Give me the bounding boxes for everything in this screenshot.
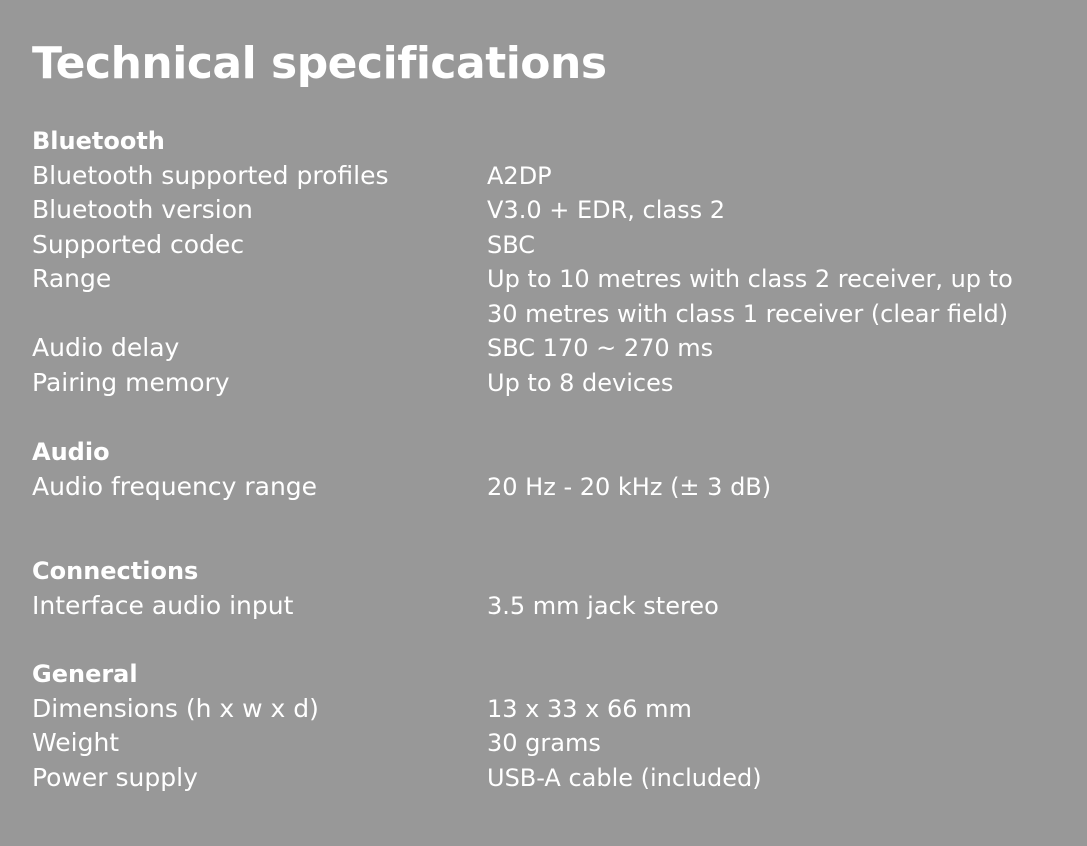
spec-row-power-supply [32,761,1082,796]
spec-value: 20 Hz - 20 kHz (± 3 dB) [487,472,772,501]
spec-row-range [32,262,1082,331]
spec-value: 30 grams [487,729,601,757]
spec-label: Bluetooth version [32,195,253,224]
spec-value: 3.5 mm jack stereo [487,591,719,620]
spec-value: A2DP [487,161,552,190]
spec-label: Pairing memory [32,367,230,397]
section-heading-bluetooth: Bluetooth [32,127,165,155]
spec-label: Audio frequency range [32,471,318,501]
section-bluetooth [32,124,1082,400]
spec-label: Interface audio input [32,590,294,620]
spec-row-bluetooth-version [32,193,1082,228]
spec-value: V3.0 + EDR, class 2 [487,196,726,224]
spec-label: Audio delay [32,333,180,362]
spec-value: Up to 8 devices [487,368,674,397]
spec-row-frequency-range [32,470,1082,505]
spec-label: Dimensions (h x w x d) [32,693,319,723]
spec-label: Supported codec [32,229,245,259]
section-heading-general: General [32,660,138,688]
section-general [32,657,1082,795]
spec-row-pairing-memory [32,366,1082,401]
section-audio [32,435,1082,504]
spec-label: Power supply [32,762,198,792]
spec-value-line: Up to 10 metres with class 2 receiver, up to [487,265,1013,293]
spec-row-dimensions [32,692,1082,727]
spec-value-line: 30 metres with class 1 receiver (clear field) [487,299,1009,328]
spec-value: 13 x 33 x 66 mm [487,694,692,723]
page-title: Technical specifications [32,38,607,89]
spec-value: USB-A cable (included) [487,763,762,792]
spec-value: SBC 170 ~ 270 ms [487,334,714,362]
section-heading-audio: Audio [32,438,110,466]
spec-row-audio-input [32,589,1082,624]
spec-row-supported-profiles [32,159,1082,194]
spec-label: Range [32,264,112,293]
section-connections [32,554,1082,623]
spec-label: Bluetooth supported profiles [32,160,389,190]
spec-row-weight [32,726,1082,761]
spec-row-audio-delay [32,331,1082,366]
spec-label: Weight [32,728,120,757]
spec-value: SBC [487,230,536,259]
spec-row-supported-codec [32,228,1082,263]
section-heading-connections: Connections [32,557,199,585]
spec-value [487,262,1082,331]
